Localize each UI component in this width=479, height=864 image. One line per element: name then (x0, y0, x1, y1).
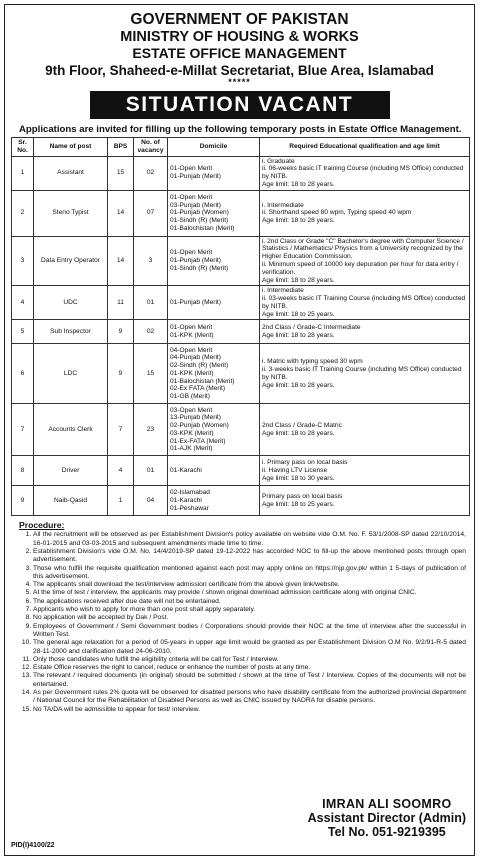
domicile-line: 01-Open Merit (170, 193, 213, 201)
cell-post: Steno Typist (34, 190, 108, 236)
cell-post: UDC (34, 286, 108, 320)
domicile-line: 03-KPK (Merit) (170, 429, 214, 437)
signatory-tel: Tel No. 051-9219395 (327, 825, 446, 839)
domicile-line: 02-Punjab (Women) (170, 422, 229, 430)
col-bps: BPS (108, 138, 134, 157)
domicile-line: 01-Sindh (R) (Merit) (170, 217, 229, 225)
cell-vacancy: 02 (134, 156, 168, 190)
domicile-line: 13-Punjab (Merit) (170, 414, 221, 422)
domicile-line: 01-Karachi (170, 496, 202, 504)
cell-bps: 7 (108, 404, 134, 456)
cell-bps: 14 (108, 190, 134, 236)
header-line-3: ESTATE OFFICE MANAGEMENT (132, 45, 347, 62)
cell-vacancy: 02 (134, 320, 168, 344)
posts-table (11, 137, 470, 516)
qualification-line: i. 2nd Class or Grade "C" Bachelor's degree with Computer Science / Statistics / Mathematics/ Physics from a University recognized by the Higher Education Commission. (262, 237, 464, 261)
cell-qualification (260, 190, 470, 236)
cell-vacancy: 01 (134, 286, 168, 320)
qualification-line: Age limit: 18 to 28 years. (262, 180, 335, 188)
cell-qualification (260, 156, 470, 190)
procedure-item: 10. The general age relaxation for a period of 05-years in upper age limit would be granted as per Establishment Division O.M No. 9/2/91-R-5 dated 28-11-2000 and clarification dated 24-06-2010. (33, 639, 466, 656)
qualification-line: Age limit: 18 to 30 years. (262, 474, 335, 482)
table-row (12, 320, 470, 344)
cell-bps: 11 (108, 286, 134, 320)
cell-domicile (168, 486, 260, 516)
procedure-item: 11. Only those candidates who fulfill the eligibility criteria will be call for Test / Interview. (33, 656, 466, 664)
cell-domicile (168, 286, 260, 320)
posts-body (12, 156, 470, 516)
cell-qualification (260, 404, 470, 456)
domicile-line: 01-Punjab (Merit) (170, 257, 221, 265)
procedure-item: 6. The applications received after due date will not be entertained. (33, 598, 466, 606)
procedure-item: 2. Establishment Division's vide O.M. No. 14/4/2019-SP dated 19-12-2022 has accorded NOC to fill-up the above mentioned posts through open advertisement. (33, 548, 466, 565)
qualification-line: ii. 06-weeks basic IT training Course (including MS Office) conducted by NITB. (262, 165, 464, 181)
qualification-line: Primary pass on local basis (262, 493, 343, 501)
table-row (12, 156, 470, 190)
procedure-list (5, 531, 474, 714)
domicile-line: 02-Ex FATA (Merit) (170, 385, 226, 393)
header-address: 9th Floor, Shaheed-e-Millat Secretariat, Blue Area, Islamabad (45, 62, 434, 78)
qualification-line: Age limit: 18 to 28 years. (262, 276, 335, 284)
cell-post: Accounts Clerk (34, 404, 108, 456)
col-domicile: Domicile (168, 138, 260, 157)
cell-qualification (260, 286, 470, 320)
table-row (12, 486, 470, 516)
domicile-line: 01-Sindh (R) (Merit) (170, 264, 229, 272)
qualification-line: ii. Having LTV License (262, 466, 328, 474)
qualification-line: Age limit: 18 to 25 years. (262, 500, 335, 508)
cell-domicile (168, 236, 260, 286)
cell-vacancy: 3 (134, 236, 168, 286)
cell-domicile (168, 320, 260, 344)
procedure-item: 12. Estate Office reserves the right to cancel, reduce or enhance the number of posts at any time. (33, 664, 466, 672)
cell-sr: 9 (12, 486, 34, 516)
header-stars: ***** (228, 77, 251, 88)
qualification-line: i. Matric with typing speed 30 wpm (262, 358, 363, 366)
domicile-line: 01-Karachi (170, 466, 202, 474)
cell-qualification (260, 344, 470, 404)
qualification-line: Age limit: 18 to 28 years. (262, 331, 335, 339)
header-line-2: MINISTRY OF HOUSING & WORKS (120, 28, 359, 45)
qualification-line: Age limit: 18 to 25 years. (262, 310, 335, 318)
domicile-line: 01-AJK (Merit) (170, 445, 213, 453)
cell-bps: 9 (108, 320, 134, 344)
procedure-item: 1. All the recruitment will be observed as per Establishment Division's policy available on website vide O.M. No. F. 53/1/2008-SP dated 22/10/2014, 16-01-2015 and 03-03-2015 and subsequent amendments made time to time. (33, 531, 466, 548)
table-header-row (12, 138, 470, 157)
cell-bps: 1 (108, 486, 134, 516)
cell-domicile (168, 156, 260, 190)
table-row (12, 286, 470, 320)
domicile-line: 01-Ex-FATA (Merit) (170, 437, 226, 445)
cell-qualification (260, 486, 470, 516)
cell-vacancy: 23 (134, 404, 168, 456)
procedure-item: 7. Applicants who wish to apply for more than one post shall apply separately. (33, 606, 466, 614)
cell-bps: 14 (108, 236, 134, 286)
cell-domicile (168, 456, 260, 486)
intro-text: Applications are invited for filling up the following temporary posts in Estate Office Management. (19, 124, 462, 136)
cell-sr: 5 (12, 320, 34, 344)
cell-sr: 2 (12, 190, 34, 236)
table-row (12, 456, 470, 486)
procedure-item: 9. Employees of Government / Semi Government bodies / Corporations should provide their NOC at the time of interview after the successful in Written Test. (33, 623, 466, 640)
domicile-line: 02-Islamabad (170, 489, 210, 497)
cell-post: Driver (34, 456, 108, 486)
procedure-item: 15. No TA/DA will be admissible to appear for test/ interview. (33, 706, 466, 714)
qualification-line: Age limit: 18 to 28 years. (262, 217, 335, 225)
domicile-line: 01-GB (Merit) (170, 393, 210, 401)
domicile-line: 01-Balochistan (Merit) (170, 224, 235, 232)
qualification-line: ii. 3-weeks basic IT Training Course (including MS Office) conducted by NITB. (262, 366, 462, 381)
domicile-line: 01-Balochistan (Merit) (170, 377, 235, 385)
situation-vacant-banner: SITUATION VACANT (90, 91, 390, 119)
qualification-line: Age limit: 18 to 28 years. (262, 381, 335, 389)
domicile-line: 01-Open Merit (170, 324, 213, 332)
cell-qualification (260, 320, 470, 344)
procedure-item: 3. Those who fulfill the requisite qualification mentioned against each post may apply online on https://njp.gov.pk/ within 1 5-days of publication of this advertisement. (33, 565, 466, 582)
domicile-line: 01-KPK (Merit) (170, 331, 214, 339)
cell-bps: 9 (108, 344, 134, 404)
domicile-line: 04-Punjab (Merit) (170, 354, 221, 362)
qualification-line: i. Graduate (262, 157, 295, 165)
qualification-line: i. Intermediate (262, 287, 304, 295)
procedure-item: 13. The relevant / required documents (in original) should be submitted / shown at the time of Test / Interview. Copies of the documents will not be entertained. (33, 672, 466, 689)
header-line-1: GOVERNMENT OF PAKISTAN (130, 11, 349, 28)
cell-sr: 7 (12, 404, 34, 456)
cell-vacancy: 04 (134, 486, 168, 516)
cell-domicile (168, 404, 260, 456)
cell-domicile (168, 344, 260, 404)
domicile-line: 01-Peshawar (170, 504, 209, 512)
qualification-line: i. Intermediate (262, 201, 304, 209)
domicile-line: 01-Open Merit (170, 249, 213, 257)
domicile-line: 01-Punjab (Merit) (170, 298, 221, 306)
procedure-item: 8. No application will be accepted by Dak / Post. (33, 614, 466, 622)
cell-post: Assistant (34, 156, 108, 190)
cell-post: Naib-Qasid (34, 486, 108, 516)
procedure-title: Procedure: (19, 520, 65, 531)
signatory-designation: Assistant Director (Admin) (307, 811, 466, 825)
qualification-line: Age limit: 18 to 28 years. (262, 429, 335, 437)
domicile-line: 03-Punjab (Merit) (170, 201, 221, 209)
domicile-line: 03-Open Merit (170, 406, 213, 414)
qualification-line: ii. Shorthand speed 80 wpm, Typing speed 40 wpm (262, 209, 412, 217)
col-vacancy: No. of vacancy (134, 138, 168, 157)
cell-sr: 4 (12, 286, 34, 320)
domicile-line: 01-Punjab (Merit) (170, 173, 221, 181)
cell-bps: 4 (108, 456, 134, 486)
domicile-line: 04-Open Merit (170, 346, 213, 354)
cell-vacancy: 01 (134, 456, 168, 486)
cell-domicile (168, 190, 260, 236)
signatory-name: IMRAN ALI SOOMRO (322, 797, 452, 811)
qualification-line: ii. Minimum speed of 10000 key depuration per hour for data entry / verification. (262, 260, 459, 276)
cell-qualification (260, 456, 470, 486)
cell-post: Data Entry Operator (34, 236, 108, 286)
domicile-line: 02-Sindh (R) (Merit) (170, 362, 229, 370)
cell-bps: 15 (108, 156, 134, 190)
cell-post: LDC (34, 344, 108, 404)
cell-sr: 8 (12, 456, 34, 486)
table-row (12, 344, 470, 404)
domicile-line: 01-Open Merit (170, 165, 213, 173)
pid-number: PID(I)4100/22 (11, 842, 55, 849)
cell-post: Sub Inspector (34, 320, 108, 344)
procedure-item: 4. The applicants shall download the test/interview admission certificate from the above given link/website. (33, 581, 466, 589)
table-row (12, 236, 470, 286)
table-row (12, 404, 470, 456)
cell-sr: 1 (12, 156, 34, 190)
domicile-line: 01-KPK (Merit) (170, 369, 214, 377)
qualification-line: 2nd Class / Grade-C Intermediate (262, 324, 361, 332)
advertisement-page (4, 4, 475, 856)
cell-sr: 3 (12, 236, 34, 286)
cell-sr: 6 (12, 344, 34, 404)
signature-block (308, 797, 466, 839)
col-post: Name of post (34, 138, 108, 157)
col-sr: Sr. No. (12, 138, 34, 157)
qualification-line: ii. 03-weeks basic IT Training Course (including MS Office) conducted by NITB. (262, 295, 466, 310)
table-row (12, 190, 470, 236)
procedure-item: 14. As per Government rules 2% quota will be observed for disabled persons who have disability certificate from the authorized provincial department / National Council for the Rehabilitation of Disabled Persons as well as CNIC issued by NADRA for disable persons. (33, 689, 466, 706)
qualification-line: i. Primary pass on local basis (262, 459, 348, 467)
cell-vacancy: 15 (134, 344, 168, 404)
letterhead (5, 11, 474, 87)
cell-vacancy: 07 (134, 190, 168, 236)
qualification-line: 2nd Class / Grade-C Matric (262, 422, 342, 430)
col-qualification: Required Educational qualification and age limit (260, 138, 470, 157)
cell-qualification (260, 236, 470, 286)
procedure-item: 5. At the time of test / interview, the applicants may provide / shown original download admission certificate along with original CNIC. (33, 589, 466, 597)
domicile-line: 01-Punjab (Women) (170, 209, 229, 217)
